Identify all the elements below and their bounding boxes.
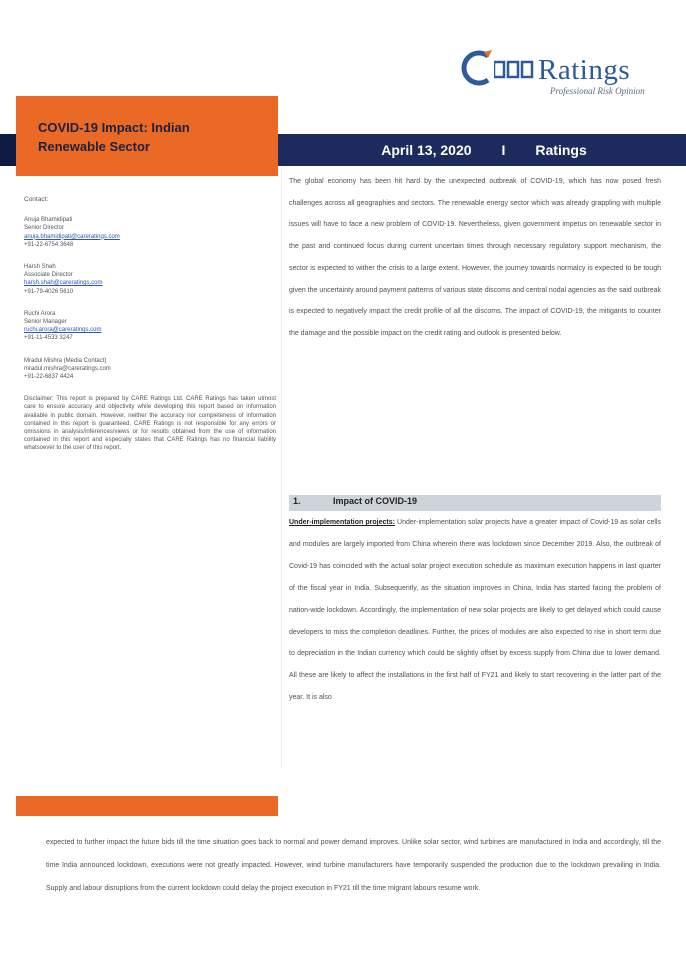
report-title-box xyxy=(16,96,278,176)
report-title: COVID-19 Impact: Indian Renewable Sector xyxy=(38,120,190,154)
section-number: 1. xyxy=(293,496,301,506)
care-logo-mark-icon xyxy=(458,50,498,86)
care-logo-lettering-icon xyxy=(494,60,536,80)
contact-name: Ruchi Arora xyxy=(24,310,56,317)
impact-section xyxy=(289,512,661,709)
section-title: Impact of COVID-19 xyxy=(333,496,418,506)
contact-email-link[interactable]: harsh.shah@careratings.com xyxy=(24,280,103,287)
contact-email: mradul.mishra@careratings.com xyxy=(24,365,111,372)
contact-heading: Contact: xyxy=(24,196,49,203)
continuation-paragraph: expected to further impact the future bids till the time situation goes back to normal and power demand improves. Unlike solar sector, wind turbines are manufactured in India and accordingly, till the time India announced lockdown, executions were not greatly impacted. However, wind turbine manufacturers have temporarily suspended the production due to the lockdown prevailing in India. Supply and labour disruptions from the current lockdown could delay the project execution in FY21 till the time migrant labours resume work. xyxy=(46,839,661,893)
contact-phone: +91-22-6837 4424 xyxy=(24,374,74,381)
contact-phone: +91-22-6754 3648 xyxy=(24,241,74,248)
report-date-line xyxy=(282,134,686,166)
continuation-section xyxy=(46,831,661,901)
impact-text: Under-implementation solar projects have a greater impact of Covid-19 as solar cells and modules are largely imported from China wherein there was lockdown since December 2019. Also, the outbreak of Covid-19 has coincided with the actual solar project execution schedule as maximum execution happens in last quarter of the fiscal year in India. Subsequently, as the situation improves in China, India has started facing the problem of nation-wide lockdown. Accordingly, the implementation of new solar projects are likely to get delayed which could cause developers to miss the completion deadlines. Further, the prices of modules are also expected to rise in short term due to depreciation in the Indian currency which could be slightly offset by excess supply from China due to lower demand. All these are likely to affect the installations in the first half of FY21 and likely to start recovering in the latter part of the year. It is also xyxy=(289,519,661,702)
date-separator: I xyxy=(501,142,506,158)
column-divider xyxy=(281,168,282,768)
intro-paragraph: The global economy has been hit hard by the unexpected outbreak of COVID-19, which has now posed fresh challenges across all geographies and sectors. The renewable energy sector which was already grappling with multiple issues will have to face a new problem of COVID-19. Nevertheless, given government impetus on renewable sector in the past and continued focus during current uncertain times through necessary regulatory support mechanism, the sector is expected to wither the crisis to a large extent. However, the journey towards normalcy is expected to be tough given the uncertainty around payment patterns of various state discoms and central nodal agencies as the said outbreak is expected to negatively impact the credit profile of all the discoms. The impact of COVID-19, the mitigants to counter the damage and the possible impact on the credit rating and outlook is presented below. xyxy=(289,178,662,337)
contact-card xyxy=(24,263,276,296)
care-ratings-logo xyxy=(458,44,658,104)
banner-notch xyxy=(0,134,16,166)
disclaimer-text: Disclaimer: This report is prepared by CARE Ratings Ltd. CARE Ratings has taken utmost care to ensure accuracy and objectivity while developing this report based on information available in public domain. However, neither the accuracy nor completeness of information contained in this report is guaranteed. CARE Ratings is not responsible for any errors or omissions in analysis/inferences/views or for results obtained from the use of information contained in this report and especially states that CARE Ratings has no financial liability whatsoever to the user of this report. xyxy=(24,396,276,452)
contact-phone: +91-79-4026 5610 xyxy=(24,288,74,295)
impact-paragraph xyxy=(289,512,661,709)
intro-section xyxy=(289,171,661,345)
brand-tagline: Professional Risk Opinion xyxy=(550,86,645,96)
contact-email-link[interactable]: anuja.bhamidipati@careratings.com xyxy=(24,233,120,240)
section-header xyxy=(289,495,661,511)
contact-name: Anuja Bhamidipati xyxy=(24,217,73,224)
orange-accent-strip xyxy=(16,796,278,816)
report-category: Ratings xyxy=(535,142,587,158)
contact-role: Associate Director xyxy=(24,272,73,279)
contact-email-link[interactable]: ruchi.arora@careratings.com xyxy=(24,327,102,334)
sidebar xyxy=(24,196,276,453)
contact-phone: +91-11-4533 3247 xyxy=(24,335,73,342)
contact-card xyxy=(24,357,276,382)
contact-card xyxy=(24,216,276,249)
contact-role: Senior Manager xyxy=(24,319,67,326)
contact-role: Senior Director xyxy=(24,225,65,232)
contact-name: Harsh Shah xyxy=(24,264,56,271)
contact-card xyxy=(24,310,276,343)
subheading: Under-implementation projects: xyxy=(289,519,395,526)
contact-name: Mradul Mishra (Media Contact) xyxy=(24,357,107,364)
brand-name: Ratings xyxy=(538,54,631,86)
report-date: April 13, 2020 xyxy=(381,142,472,158)
